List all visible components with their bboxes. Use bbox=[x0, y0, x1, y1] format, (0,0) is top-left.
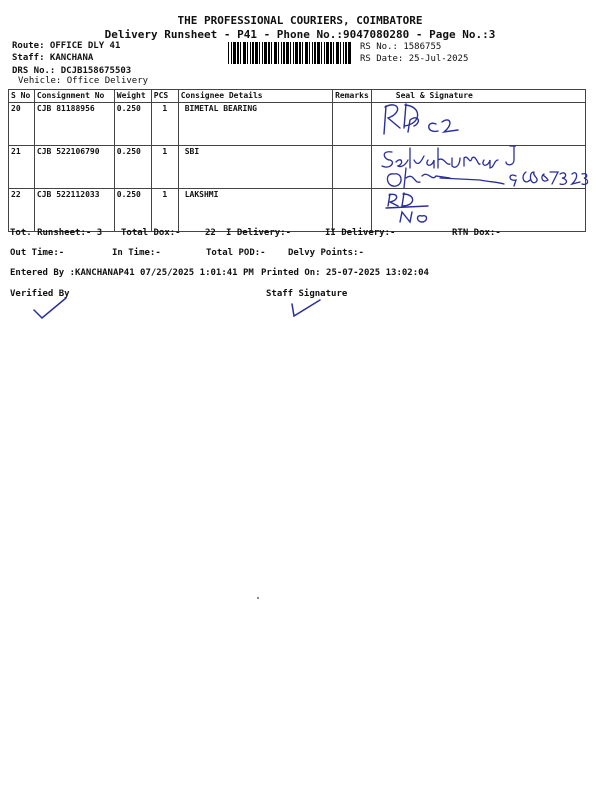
barcode-bar bbox=[317, 42, 320, 64]
barcode-bar bbox=[237, 42, 239, 64]
runsheet-title: Delivery Runsheet - P41 - Phone No.:9047080280 - Page No.:3 bbox=[104, 28, 496, 41]
cell-consignee: LAKSHMI bbox=[178, 189, 332, 232]
barcode-bar bbox=[271, 42, 272, 64]
staff-signature-check-mark bbox=[286, 296, 326, 322]
barcode-bar bbox=[345, 42, 347, 64]
cell-consignment: CJB 81188956 bbox=[34, 103, 114, 146]
scan-speck bbox=[257, 597, 259, 599]
total-dox-value: 22 bbox=[205, 228, 216, 238]
col-sno: S No bbox=[9, 90, 35, 103]
barcode-bar bbox=[305, 42, 308, 64]
cell-remarks bbox=[333, 103, 372, 146]
col-consignee: Consignee Details bbox=[178, 90, 332, 103]
table-row bbox=[9, 103, 586, 146]
table-row bbox=[9, 189, 586, 232]
table-header-row bbox=[9, 90, 586, 103]
barcode-bar bbox=[299, 42, 301, 64]
verified-by-label: Verified By bbox=[10, 289, 70, 299]
cell-pcs: 1 bbox=[151, 189, 178, 232]
barcode-bar bbox=[343, 42, 344, 64]
entered-by: Entered By :KANCHANAP41 07/25/2025 1:01:41 PM bbox=[10, 268, 254, 278]
barcode-bar bbox=[250, 42, 251, 64]
drs-number: DRS No.: DCJB158675503 bbox=[12, 66, 132, 76]
total-pod: Total POD:- bbox=[206, 248, 266, 258]
rs-number: RS No.: 1586755 bbox=[360, 42, 442, 52]
cell-consignee: BIMETAL BEARING bbox=[178, 103, 332, 146]
col-remarks: Remarks bbox=[333, 90, 372, 103]
cell-weight: 0.250 bbox=[114, 146, 151, 189]
barcode-bar bbox=[240, 42, 241, 64]
cell-sno: 22 bbox=[9, 189, 35, 232]
tot-runsheet: Tot. Runsheet:- 3 bbox=[10, 228, 103, 238]
barcode bbox=[228, 42, 352, 64]
barcode-bar bbox=[231, 42, 232, 64]
barcode-bar bbox=[264, 42, 267, 64]
barcode-bar bbox=[333, 42, 334, 64]
barcode-bar bbox=[290, 42, 291, 64]
in-time: In Time:- bbox=[112, 248, 161, 258]
cell-consignee: SBI bbox=[178, 146, 332, 189]
barcode-bar bbox=[255, 42, 258, 64]
barcode-bar bbox=[286, 42, 289, 64]
barcode-bar bbox=[336, 42, 339, 64]
cell-weight: 0.250 bbox=[114, 103, 151, 146]
out-time: Out Time:- bbox=[10, 248, 65, 258]
barcode-bar bbox=[324, 42, 325, 64]
route-label: Route: OFFICE DLY 41 bbox=[12, 41, 121, 51]
cell-remarks bbox=[333, 146, 372, 189]
cell-pcs: 1 bbox=[151, 146, 178, 189]
col-consignment: Consignment No bbox=[34, 90, 114, 103]
barcode-bar bbox=[293, 42, 294, 64]
cell-consignment: CJB 522112033 bbox=[34, 189, 114, 232]
barcode-bar bbox=[228, 42, 229, 64]
barcode-bar bbox=[278, 42, 279, 64]
barcode-bar bbox=[252, 42, 254, 64]
barcode-bar bbox=[314, 42, 316, 64]
handwritten-signature-rd-no bbox=[378, 190, 468, 224]
barcode-bar bbox=[283, 42, 285, 64]
barcode-bar bbox=[247, 42, 248, 64]
barcode-bar bbox=[309, 42, 310, 64]
barcode-bar bbox=[295, 42, 298, 64]
total-dox-label: Total Dox:- bbox=[121, 228, 181, 238]
rtn-dox: RTN Dox:- bbox=[452, 228, 501, 238]
cell-sno: 21 bbox=[9, 146, 35, 189]
verified-by-check-mark bbox=[30, 296, 70, 322]
barcode-bar bbox=[321, 42, 322, 64]
barcode-bar bbox=[302, 42, 303, 64]
vehicle-label: Vehicle: Office Delivery bbox=[18, 76, 149, 86]
cell-consignment: CJB 522106790 bbox=[34, 146, 114, 189]
barcode-bar bbox=[262, 42, 263, 64]
handwritten-signature-selvakumar bbox=[380, 142, 590, 190]
i-delivery: I Delivery:- bbox=[226, 228, 292, 238]
col-pcs: PCS bbox=[151, 90, 178, 103]
barcode-bar bbox=[348, 42, 351, 64]
barcode-bar bbox=[312, 42, 313, 64]
cell-pcs: 1 bbox=[151, 103, 178, 146]
cell-weight: 0.250 bbox=[114, 189, 151, 232]
company-name: THE PROFESSIONAL COURIERS, COIMBATORE bbox=[177, 14, 423, 27]
barcode-bar bbox=[274, 42, 277, 64]
cell-remarks bbox=[333, 189, 372, 232]
barcode-bar bbox=[340, 42, 341, 64]
barcode-bar bbox=[233, 42, 236, 64]
barcode-bar bbox=[268, 42, 270, 64]
delvy-points: Delvy Points:- bbox=[288, 248, 364, 258]
ii-delivery: II Delivery:- bbox=[325, 228, 396, 238]
handwritten-signature-rd-pcr bbox=[378, 98, 468, 140]
barcode-bar bbox=[281, 42, 282, 64]
barcode-bar bbox=[259, 42, 260, 64]
barcode-bar bbox=[326, 42, 329, 64]
staff-signature-label: Staff Signature bbox=[266, 289, 348, 299]
rs-date: RS Date: 25-Jul-2025 bbox=[360, 54, 469, 64]
col-seal: Seal & Signature bbox=[371, 90, 585, 103]
cell-sno: 20 bbox=[9, 103, 35, 146]
barcode-bar bbox=[330, 42, 332, 64]
staff-label: Staff: KANCHANA bbox=[12, 53, 94, 63]
barcode-bar bbox=[243, 42, 246, 64]
printed-on: Printed On: 25-07-2025 13:02:04 bbox=[261, 268, 429, 278]
col-weight: Weight bbox=[114, 90, 151, 103]
